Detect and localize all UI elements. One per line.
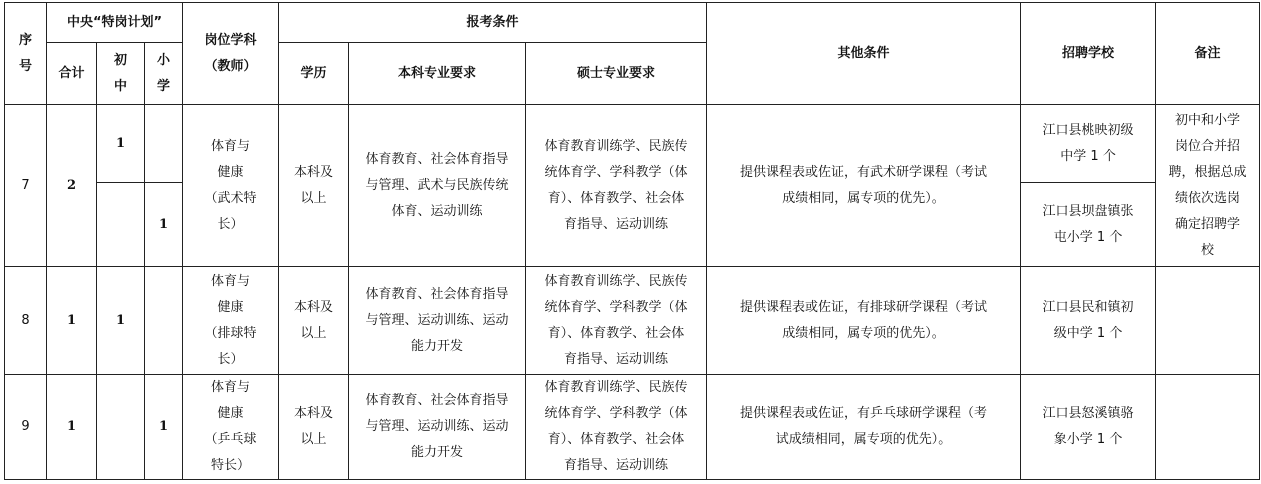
row-total: 1	[47, 375, 97, 480]
header-subject: 岗位学科 （教师）	[183, 3, 279, 105]
header-master-major: 硕士专业要求	[526, 43, 707, 105]
table-row	[5, 375, 1260, 480]
row-education: 本科及 以上	[279, 105, 349, 267]
row-junior: 1	[97, 105, 145, 183]
row-subject: 体育与 健康 （乒乓球 特长）	[183, 375, 279, 480]
recruitment-table	[4, 2, 1260, 480]
row-education: 本科及 以上	[279, 267, 349, 375]
row-junior-empty	[97, 183, 145, 267]
header-row-1	[5, 3, 1260, 43]
row-primary: 1	[145, 183, 183, 267]
row-master-major: 体育教育训练学、民族传 统体育学、学科教学（体 育）、体育教学、社会体 育指导、运动训练	[526, 375, 707, 480]
row-school-junior: 江口县桃映初级 中学 1 个	[1021, 105, 1156, 183]
row-bachelor-major: 体育教育、社会体育指导 与管理、运动训练、运动 能力开发	[349, 267, 526, 375]
header-central-plan: 中央“特岗计划”	[47, 3, 183, 43]
row-seq: 9	[5, 375, 47, 480]
row-school-primary: 江口县坝盘镇张 屯小学 1 个	[1021, 183, 1156, 267]
row-primary	[145, 267, 183, 375]
row-total: 2	[47, 105, 97, 267]
row-school: 江口县怒溪镇骆 象小学 1 个	[1021, 375, 1156, 480]
row-note: 初中和小学 岗位合并招 聘，根据总成 绩依次选岗 确定招聘学 校	[1156, 105, 1260, 267]
row-subject: 体育与 健康 （排球特 长）	[183, 267, 279, 375]
row-note	[1156, 375, 1260, 480]
row-note	[1156, 267, 1260, 375]
table-row	[5, 105, 1260, 183]
table-row	[5, 267, 1260, 375]
row-primary-empty	[145, 105, 183, 183]
header-other: 其他条件	[707, 3, 1021, 105]
row-junior: 1	[97, 267, 145, 375]
row-education: 本科及 以上	[279, 375, 349, 480]
header-total: 合计	[47, 43, 97, 105]
row-total: 1	[47, 267, 97, 375]
header-primary: 小 学	[145, 43, 183, 105]
row-junior	[97, 375, 145, 480]
row-other: 提供课程表或佐证，有武术研学课程（考试 成绩相同，属专项的优先）。	[707, 105, 1021, 267]
row-bachelor-major: 体育教育、社会体育指导 与管理、运动训练、运动 能力开发	[349, 375, 526, 480]
row-subject: 体育与 健康 （武术特 长）	[183, 105, 279, 267]
row-seq: 7	[5, 105, 47, 267]
header-conditions: 报考条件	[279, 3, 707, 43]
header-note: 备注	[1156, 3, 1260, 105]
row-school: 江口县民和镇初 级中学 1 个	[1021, 267, 1156, 375]
row-other: 提供课程表或佐证，有乒乓球研学课程（考 试成绩相同，属专项的优先）。	[707, 375, 1021, 480]
row-seq: 8	[5, 267, 47, 375]
header-seq: 序 号	[5, 3, 47, 105]
row-master-major: 体育教育训练学、民族传 统体育学、学科教学（体 育）、体育教学、社会体 育指导、运动训练	[526, 105, 707, 267]
header-bachelor-major: 本科专业要求	[349, 43, 526, 105]
header-junior: 初 中	[97, 43, 145, 105]
header-education: 学历	[279, 43, 349, 105]
row-other: 提供课程表或佐证，有排球研学课程（考试 成绩相同，属专项的优先）。	[707, 267, 1021, 375]
row-primary: 1	[145, 375, 183, 480]
row-master-major: 体育教育训练学、民族传 统体育学、学科教学（体 育）、体育教学、社会体 育指导、运动训练	[526, 267, 707, 375]
header-school: 招聘学校	[1021, 3, 1156, 105]
row-bachelor-major: 体育教育、社会体育指导 与管理、武术与民族传统 体育、运动训练	[349, 105, 526, 267]
